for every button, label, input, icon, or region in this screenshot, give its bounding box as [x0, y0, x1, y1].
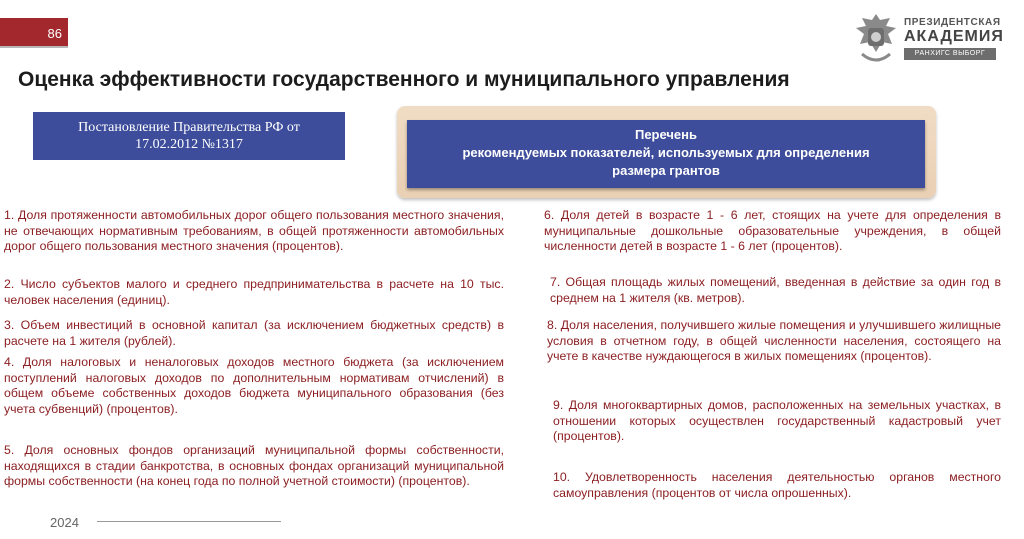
- list-header-line2: рекомендуемых показателей, используемых для определения: [462, 145, 870, 160]
- decree-line2: 17.02.2012 №1317: [135, 137, 243, 152]
- indicator-item: 1. Доля протяженности автомобильных дорог общего пользования местного значения, не отвечающих нормативным требованиям, в общей протяженности автомобильных дорог общего пользования местного значения (процентов).: [4, 208, 504, 254]
- indicator-item: 10. Удовлетворенность населения деятельностью органов местного самоуправления (процентов от числа опрошенных).: [553, 470, 1001, 500]
- page-number: 86: [47, 25, 62, 41]
- indicator-item: 6. Доля детей в возрасте 1 - 6 лет, стоящих на учете для определения в муниципальные дошкольные образовательные учреждения, в общей численности детей в возрасте 1 - 6 лет (процентов).: [544, 208, 1001, 254]
- decree-line1: Постановление Правительства РФ от: [78, 120, 300, 135]
- indicator-item: 7. Общая площадь жилых помещений, введенная в действие за один год в среднем на 1 жителя (кв. метров).: [550, 275, 1001, 305]
- slide-year: 2024: [50, 515, 79, 530]
- slide-title: Оценка эффективности государственного и муниципального управления: [18, 68, 790, 91]
- indicator-item: 9. Доля многоквартирных домов, расположенных на земельных участках, в отношении которых осуществлен государственный кадастровый учет (процентов).: [553, 398, 1001, 444]
- decree-box: [33, 112, 345, 160]
- badge-underline: [0, 46, 68, 48]
- indicator-item: 3. Объем инвестиций в основной капитал (за исключением бюджетных средств) в расчете на 1 жителя (рублей).: [4, 318, 504, 348]
- list-header-box: [407, 120, 925, 188]
- academy-logo: [850, 10, 1004, 68]
- logo-subtitle: РАНХИГС ВЫБОРГ: [904, 48, 996, 60]
- eagle-emblem-icon: [850, 10, 902, 68]
- footer-divider: [97, 521, 281, 522]
- logo-title-line1: ПРЕЗИДЕНТСКАЯ: [904, 17, 1001, 28]
- logo-title-line2: АКАДЕМИЯ: [904, 28, 1004, 45]
- indicator-item: 5. Доля основных фондов организаций муниципальной формы собственности, находящихся в стадии банкротства, в основных фондах организаций муниципальной формы собственности (на конец года по полной учетной стоимости) (процентов).: [4, 443, 504, 489]
- indicator-item: 2. Число субъектов малого и среднего предпринимательства в расчете на 10 тыс. человек населения (единиц).: [4, 277, 504, 307]
- indicator-item: 8. Доля населения, получившего жилые помещения и улучшившего жилищные условия в отчетном году, в общей численности населения, состоящего на учете в качестве нуждающегося в жилых помещениях (процентов).: [547, 318, 1001, 364]
- page-number-badge: [0, 18, 68, 48]
- indicator-item: 4. Доля налоговых и неналоговых доходов местного бюджета (за исключением поступлений налоговых доходов по дополнительным нормативам отчислений) в общем объеме собственных доходов бюджета муниципального образования (без учета субвенций) (процентов).: [4, 355, 504, 416]
- list-header-line1: Перечень: [634, 127, 698, 142]
- list-header-line3: размера грантов: [612, 163, 720, 178]
